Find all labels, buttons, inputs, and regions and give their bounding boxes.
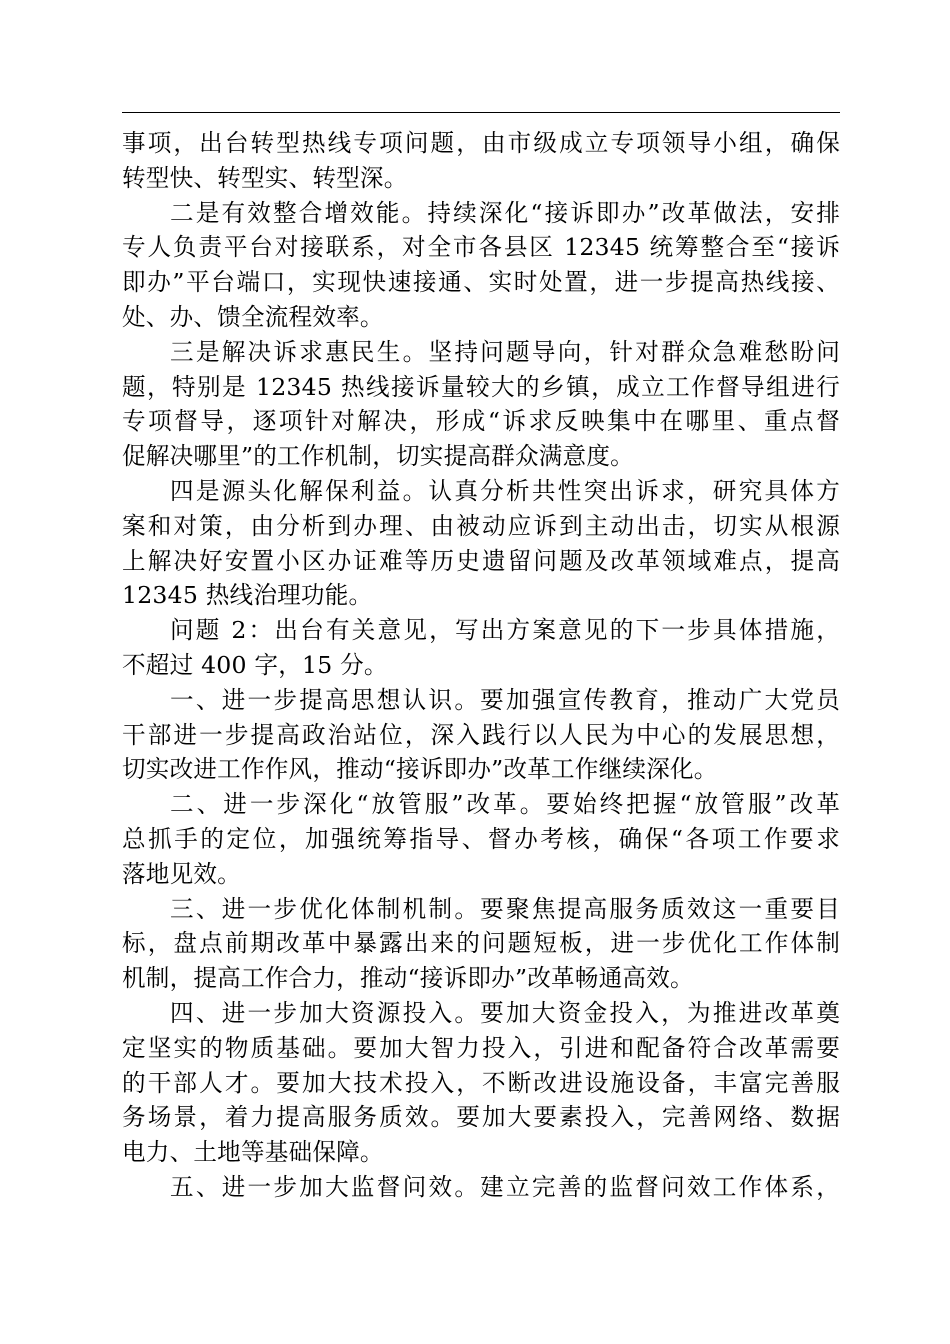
text-line: 机制，提高工作合力，推动“接诉即办”改革畅通高效。 [122,964,694,993]
text-line: 事项，出台转型热线专项问题，由市级成立专项领导小组，确保 [122,129,840,157]
text-line: 不超过 400 字，15 分。 [122,650,388,679]
paragraph-heading-line: 一、进一步提高思想认识。要加强宣传教育，推动广大党员 [170,685,840,714]
paragraph-heading-line: 四是源头化解保利益。认真分析共性突出诉求，研究具体方 [170,476,840,505]
paragraph-heading-line: 三是解决诉求惠民生。坚持问题导向，针对群众急难愁盼问 [170,337,840,366]
text-line: 12345 热线治理功能。 [122,581,373,610]
paragraph-heading-line: 四、进一步加大资源投入。要加大资金投入，为推进改革奠 [170,998,840,1027]
question-line: 问题 2：出台有关意见，写出方案意见的下一步具体措施， [170,616,840,645]
text-line: 标，盘点前期改革中暴露出来的问题短板，进一步优化工作体制 [122,929,840,958]
text-line: 案和对策，由分析到办理、由被动应诉到主动出击，切实从根源 [122,511,840,540]
text-line: 切实改进工作作风，推动“接诉即办”改革工作继续深化。 [122,755,718,784]
text-line: 转型快、转型实、转型深。 [122,163,408,192]
paragraph-heading-line: 二、进一步深化“放管服”改革。要始终把握“放管服”改革 [170,790,840,819]
text-line: 促解决哪里”的工作机制，切实提高群众满意度。 [122,442,634,471]
text-line: 专项督导，逐项针对解决，形成“诉求反映集中在哪里、重点督 [122,407,840,436]
text-line: 电力、土地等基础保障。 [122,1138,384,1167]
header-rule [122,112,840,113]
text-line: 总抓手的定位，加强统筹指导、督办考核，确保“各项工作要求 [122,824,840,853]
text-line: 的干部人才。要加大技术投入，不断改进设施设备，丰富完善服 [122,1068,840,1097]
text-line: 即办”平台端口，实现快速接通、实时处置，进一步提高热线接、 [122,268,840,297]
text-line: 处、办、馈全流程效率。 [122,302,384,331]
paragraph-heading-line: 三、进一步优化体制机制。要聚焦提高服务质效这一重要目 [170,894,840,923]
text-line: 干部进一步提高政治站位，深入践行以人民为中心的发展思想， [122,720,840,749]
text-line: 上解决好安置小区办证难等历史遗留问题及改革领域难点，提高 [122,546,840,575]
text-line: 专人负责平台对接联系，对全市各县区 12345 统筹整合至“接诉 [122,233,840,262]
text-line: 落地见效。 [122,859,241,888]
paragraph-heading-line: 五、进一步加大监督问效。建立完善的监督问效工作体系， [170,1172,840,1201]
text-line: 务场景，着力提高服务质效。要加大要素投入，完善网络、数据 [122,1103,840,1132]
document-body [122,126,840,1205]
text-line: 题，特别是 12345 热线接诉量较大的乡镇，成立工作督导组进行 [122,372,840,401]
paragraph-heading-line: 二是有效整合增效能。持续深化“接诉即办”改革做法，安排 [170,198,840,227]
text-line: 定坚实的物质基础。要加大智力投入，引进和配备符合改革需要 [122,1033,840,1062]
